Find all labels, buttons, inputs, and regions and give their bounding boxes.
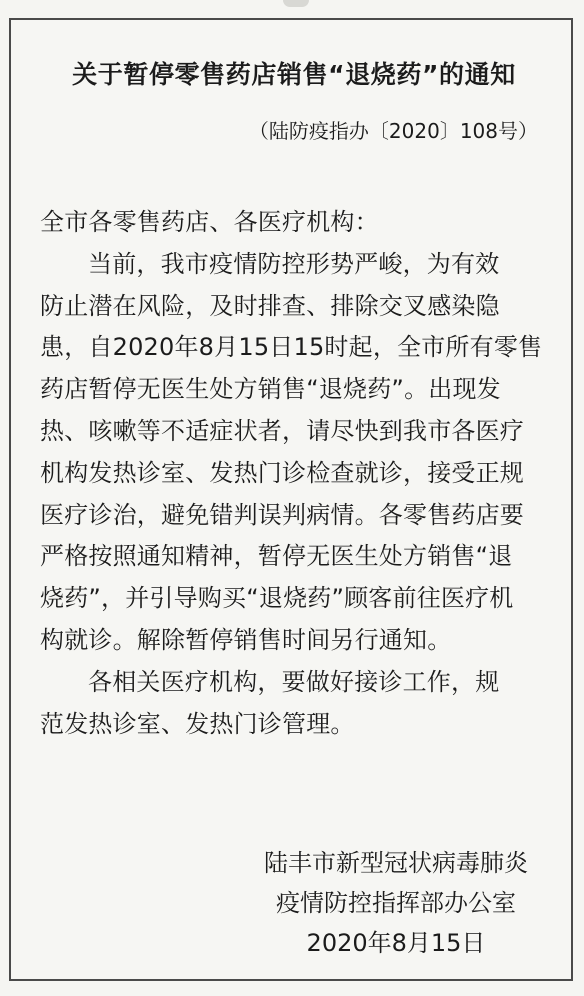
paragraph2-line: 各相关医疗机构，要做好接诊工作，规 — [88, 667, 500, 696]
paragraph1-line: 构就诊。解除暂停销售时间另行通知。 — [40, 625, 452, 654]
notice-body — [40, 202, 548, 745]
issuer-line-1: 陆丰市新型冠状病毒肺炎 — [264, 849, 528, 877]
paragraph1-line: 患，自2020年8月15日15时起，全市所有零售 — [40, 333, 543, 362]
paragraph1-line: 医疗诊治，避免错判误判病情。各零售药店要 — [40, 500, 524, 529]
issue-date: 2020年8月15日 — [306, 929, 486, 957]
paragraph1-line: 烧药”，并引导购买“退烧药”顾客前往医疗机 — [40, 584, 514, 613]
notice-title: 关于暂停零售药店销售“退烧药”的通知 — [72, 60, 516, 89]
paragraph1-line: 严格按照通知精神，暂停无医生处方销售“退 — [40, 542, 513, 571]
paragraph2-line: 范发热诊室、发热门诊管理。 — [40, 709, 355, 738]
paragraph1-line: 机构发热诊室、发热门诊检查就诊，接受正规 — [40, 458, 524, 487]
top-edge-mark — [283, 0, 309, 7]
issuer-line-2: 疫情防控指挥部办公室 — [276, 889, 516, 917]
paragraph1-line: 当前，我市疫情防控形势严峻，为有效 — [88, 249, 500, 278]
paragraph1-line: 热、咳嗽等不适症状者，请尽快到我市各医疗 — [40, 416, 524, 445]
issuer-signature-block — [250, 844, 542, 964]
paragraph1-line: 药店暂停无医生处方销售“退烧药”。出现发 — [40, 375, 501, 404]
document-number: （陆防疫指办〔2020〕108号） — [248, 119, 538, 143]
salutation: 全市各零售药店、各医疗机构： — [40, 208, 379, 236]
paragraph1-line: 防止潜在风险，及时排查、排除交叉感染隐 — [40, 291, 500, 320]
